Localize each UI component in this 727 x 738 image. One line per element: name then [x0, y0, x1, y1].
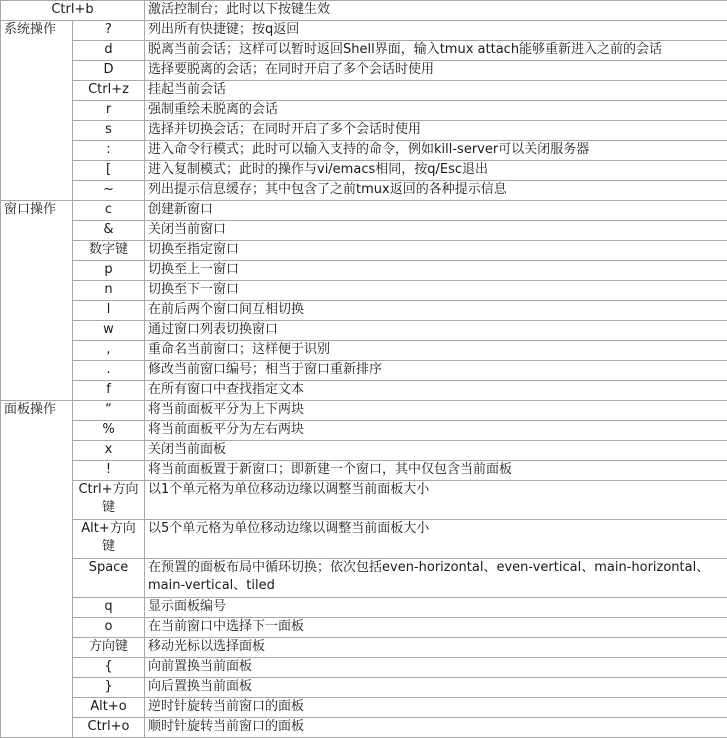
shortcut-key: f — [73, 381, 145, 401]
shortcut-desc: 关闭当前面板 — [145, 441, 727, 461]
shortcut-key: “ — [73, 401, 145, 421]
shortcut-desc: 移动光标以选择面板 — [145, 638, 727, 658]
table-row — [1, 281, 727, 301]
shortcut-key: Ctrl+z — [73, 81, 145, 101]
shortcut-key: n — [73, 281, 145, 301]
table-row — [1, 618, 727, 638]
table-row — [1, 301, 727, 321]
shortcut-desc: 进入命令行模式；此时可以输入支持的命令，例如kill-server可以关闭服务器 — [145, 141, 727, 161]
shortcut-key: Ctrl+方向键 — [73, 481, 145, 520]
shortcut-key: { — [73, 658, 145, 678]
shortcut-key: Alt+o — [73, 698, 145, 718]
shortcut-desc: 修改当前窗口编号；相当于窗口重新排序 — [145, 361, 727, 381]
table-row — [1, 381, 727, 401]
table-row — [1, 718, 727, 738]
shortcut-key: , — [73, 341, 145, 361]
shortcut-desc: 创建新窗口 — [145, 201, 727, 221]
table-row — [1, 401, 727, 421]
shortcut-desc: 顺时针旋转当前窗口的面板 — [145, 718, 727, 738]
shortcut-key: q — [73, 598, 145, 618]
shortcut-desc: 通过窗口列表切换窗口 — [145, 321, 727, 341]
shortcut-key: x — [73, 441, 145, 461]
table-row — [1, 698, 727, 718]
shortcut-desc: 显示面板编号 — [145, 598, 727, 618]
shortcut-key: c — [73, 201, 145, 221]
shortcut-key: p — [73, 261, 145, 281]
table-row — [1, 481, 727, 520]
shortcut-desc: 向后置换当前面板 — [145, 678, 727, 698]
shortcut-desc: 以5个单元格为单位移动边缘以调整当前面板大小 — [145, 520, 727, 559]
table-row — [1, 101, 727, 121]
shortcut-key: & — [73, 221, 145, 241]
table-row — [1, 461, 727, 481]
shortcut-key: : — [73, 141, 145, 161]
category-window: 窗口操作 — [1, 201, 73, 401]
shortcut-desc: 在前后两个窗口间互相切换 — [145, 301, 727, 321]
table-row — [1, 421, 727, 441]
shortcut-key: o — [73, 618, 145, 638]
shortcut-desc: 将当前面板平分为左右两块 — [145, 421, 727, 441]
shortcut-key: s — [73, 121, 145, 141]
table-row — [1, 321, 727, 341]
table-row — [1, 638, 727, 658]
table-row — [1, 81, 727, 101]
shortcut-key: % — [73, 421, 145, 441]
table-row — [1, 121, 727, 141]
shortcut-desc: 将当前面板平分为上下两块 — [145, 401, 727, 421]
table-row — [1, 678, 727, 698]
table-row — [1, 598, 727, 618]
shortcut-key: Ctrl+o — [73, 718, 145, 738]
shortcut-desc: 进入复制模式；此时的操作与vi/emacs相同，按q/Esc退出 — [145, 161, 727, 181]
prefix-desc: 激活控制台；此时以下按键生效 — [145, 1, 727, 21]
shortcut-desc: 选择并切换会话；在同时开启了多个会话时使用 — [145, 121, 727, 141]
category-pane: 面板操作 — [1, 401, 73, 738]
table-row — [1, 559, 727, 598]
shortcut-key: } — [73, 678, 145, 698]
shortcut-key: ! — [73, 461, 145, 481]
header-row — [1, 1, 727, 21]
shortcut-desc: 切换至指定窗口 — [145, 241, 727, 261]
shortcut-key: ~ — [73, 181, 145, 201]
table-row — [1, 201, 727, 221]
table-row — [1, 141, 727, 161]
table-row — [1, 61, 727, 81]
shortcut-key: r — [73, 101, 145, 121]
shortcut-key: . — [73, 361, 145, 381]
shortcut-desc: 重命名当前窗口；这样便于识别 — [145, 341, 727, 361]
table-row — [1, 441, 727, 461]
shortcut-desc: 挂起当前会话 — [145, 81, 727, 101]
shortcut-desc: 以1个单元格为单位移动边缘以调整当前面板大小 — [145, 481, 727, 520]
shortcut-key: 方向键 — [73, 638, 145, 658]
shortcut-key: [ — [73, 161, 145, 181]
table-row — [1, 341, 727, 361]
shortcut-desc: 脱离当前会话；这样可以暂时返回Shell界面，输入tmux attach能够重新进入之前的会话 — [145, 41, 727, 61]
shortcut-desc: 选择要脱离的会话；在同时开启了多个会话时使用 — [145, 61, 727, 81]
table-row — [1, 361, 727, 381]
shortcut-key: l — [73, 301, 145, 321]
shortcut-desc: 关闭当前窗口 — [145, 221, 727, 241]
shortcut-desc: 强制重绘未脱离的会话 — [145, 101, 727, 121]
table-row — [1, 261, 727, 281]
shortcut-desc: 向前置换当前面板 — [145, 658, 727, 678]
prefix-key: Ctrl+b — [1, 1, 145, 21]
shortcut-key: ? — [73, 21, 145, 41]
shortcut-key: w — [73, 321, 145, 341]
shortcut-desc: 列出所有快捷键；按q返回 — [145, 21, 727, 41]
shortcut-key: D — [73, 61, 145, 81]
shortcut-key: Space — [73, 559, 145, 598]
shortcut-key: d — [73, 41, 145, 61]
table-row — [1, 520, 727, 559]
category-system: 系统操作 — [1, 21, 73, 201]
shortcut-desc: 切换至下一窗口 — [145, 281, 727, 301]
table-row — [1, 658, 727, 678]
table-row — [1, 161, 727, 181]
shortcut-desc: 切换至上一窗口 — [145, 261, 727, 281]
shortcut-desc: 将当前面板置于新窗口；即新建一个窗口，其中仅包含当前面板 — [145, 461, 727, 481]
table-row — [1, 41, 727, 61]
shortcut-desc: 列出提示信息缓存；其中包含了之前tmux返回的各种提示信息 — [145, 181, 727, 201]
table-row — [1, 181, 727, 201]
table-row — [1, 241, 727, 261]
table-row — [1, 221, 727, 241]
shortcut-desc: 逆时针旋转当前窗口的面板 — [145, 698, 727, 718]
shortcut-desc: 在所有窗口中查找指定文本 — [145, 381, 727, 401]
shortcut-desc: 在预置的面板布局中循环切换；依次包括even-horizontal、even-vertical、main-horizontal、main-vertical、tiled — [145, 559, 727, 598]
shortcut-desc: 在当前窗口中选择下一面板 — [145, 618, 727, 638]
table-row — [1, 21, 727, 41]
shortcut-key: Alt+方向键 — [73, 520, 145, 559]
shortcut-key: 数字键 — [73, 241, 145, 261]
